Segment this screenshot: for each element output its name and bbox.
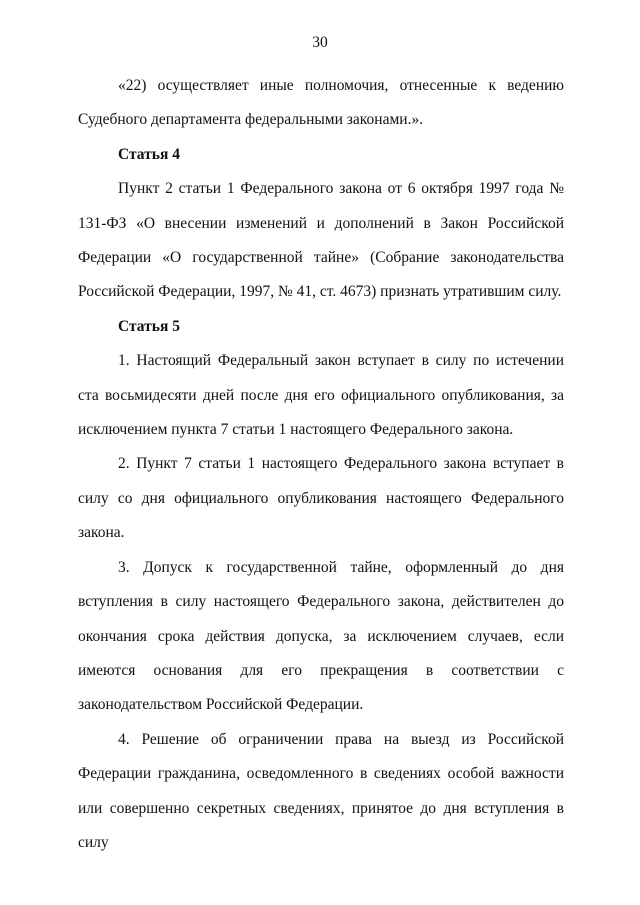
article-5-paragraph-3: 3. Допуск к государственной тайне, оформленный до дня вступления в силу настоящего Федерального закона, действителен до окончания срока действия допуска, за исключением случаев, если имеются основания для его прекращения в соответствии с законодательством Российской Федерации.	[78, 558, 564, 714]
page-number: 30	[312, 34, 328, 51]
article-4-heading: Статья 4	[118, 145, 180, 163]
article-5-paragraph-1: 1. Настоящий Федеральный закон вступает в силу по истечении ста восьмидесяти дней после дня его официального опубликования, за исключением пункта 7 статьи 1 настоящего Федерального закона.	[78, 352, 564, 439]
article-5-heading: Статья 5	[118, 317, 180, 335]
article-5-paragraph-2: 2. Пункт 7 статьи 1 настоящего Федерального закона вступает в силу со дня официального опубликования настоящего Федерального закона.	[78, 455, 564, 542]
article-4-paragraph: Пункт 2 статьи 1 Федерального закона от 6 октября 1997 года № 131-ФЗ «О внесении изменений и дополнений в Закон Российской Федерации «О государственной тайне» (Собрание законодательства Российской Федерации, 1997, № 41, ст. 4673) признать утратившим силу.	[78, 180, 564, 301]
article-5-paragraph-4: 4. Решение об ограничении права на выезд из Российской Федерации гражданина, осведомленного в сведениях особой важности или совершенно секретных сведениях, принятое до дня вступления в силу	[78, 730, 564, 851]
paragraph-item-22: «22) осуществляет иные полномочия, отнесенные к ведению Судебного департамента федеральными законами.».	[78, 77, 564, 129]
document-body	[78, 69, 564, 860]
